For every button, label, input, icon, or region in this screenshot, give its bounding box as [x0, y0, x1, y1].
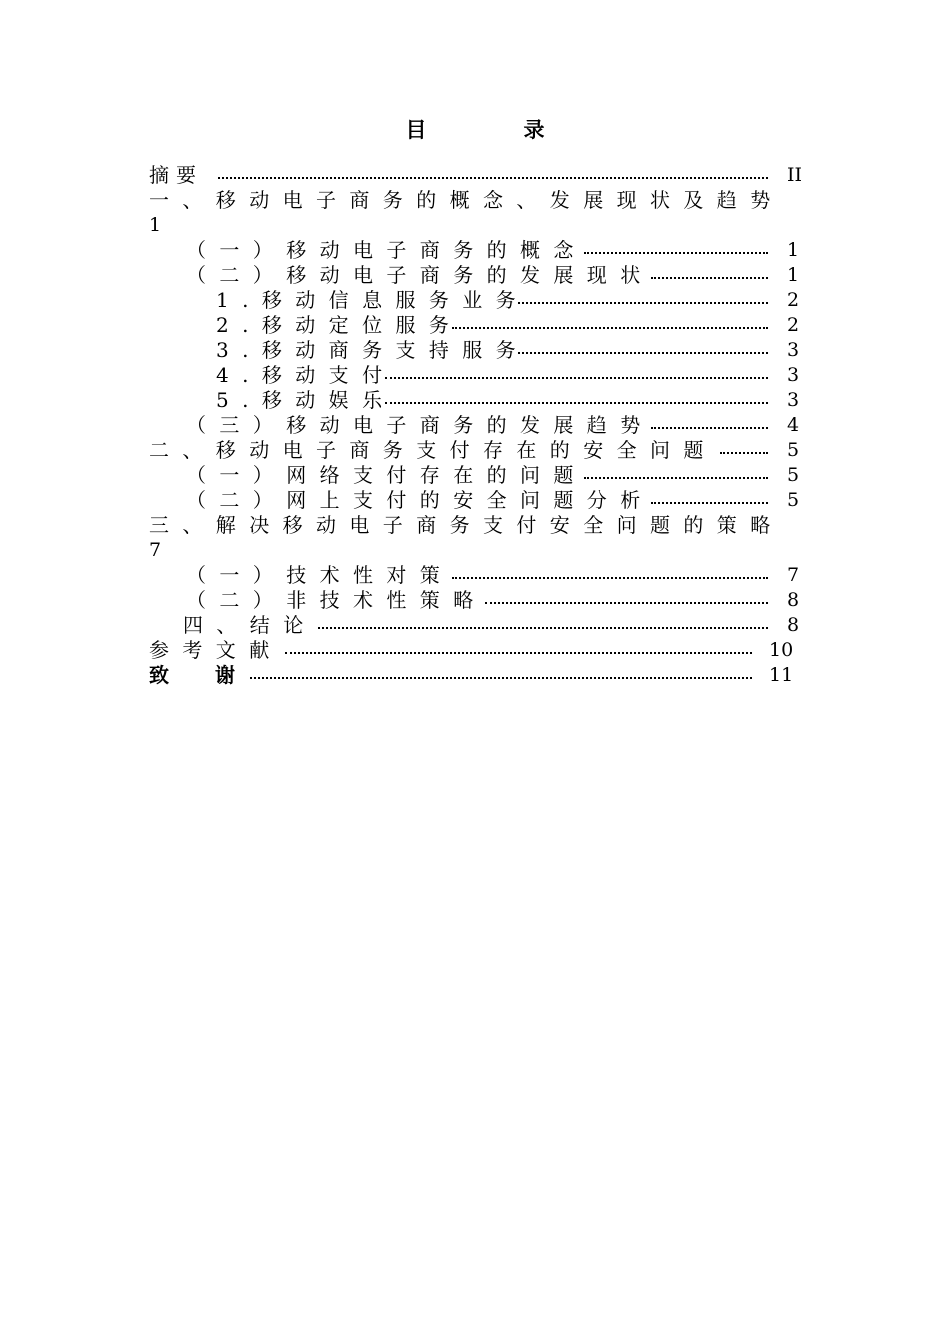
toc-leader-dots [385, 377, 768, 379]
toc-entry[interactable] [0, 513, 950, 538]
toc-entry[interactable] [0, 413, 950, 438]
toc-entry-continuation [0, 538, 950, 563]
toc-leader-dots [518, 302, 768, 304]
toc-entry-page: 10 [769, 639, 794, 661]
toc-entry-label: 四、结论 [183, 613, 317, 637]
toc-entry[interactable] [0, 488, 950, 513]
toc-entry-label: 2.移动定位服务 [216, 313, 463, 337]
toc-leader-dots [285, 652, 752, 654]
toc-entry[interactable] [0, 338, 950, 363]
toc-leader-dots [651, 502, 768, 504]
toc-entry[interactable] [0, 588, 950, 613]
toc-entry-page: 5 [787, 464, 800, 486]
toc-entry-page: 5 [787, 489, 800, 511]
toc-entry[interactable] [0, 438, 950, 463]
toc-leader-dots [584, 252, 768, 254]
toc-leader-dots [218, 177, 768, 179]
toc-entry-page: 8 [787, 614, 800, 636]
toc-leader-dots [485, 602, 768, 604]
toc-entry-page: 3 [787, 364, 800, 386]
toc-entry-label: 致谢 [149, 663, 281, 687]
toc-entry[interactable] [0, 263, 950, 288]
toc-entry[interactable] [0, 363, 950, 388]
toc-leader-dots [518, 352, 768, 354]
toc-entry[interactable] [0, 388, 950, 413]
toc-title: 目 录 [405, 118, 583, 142]
toc-entry-continuation [0, 213, 950, 238]
toc-leader-dots [318, 627, 768, 629]
toc-entry-page: 4 [787, 414, 800, 436]
toc-entry-page: II [787, 164, 803, 186]
toc-entry-label: （一）移动电子商务的概念 [186, 238, 587, 262]
toc-entry-label: （二）非技术性策略 [186, 588, 487, 612]
toc-entry-page: 11 [769, 664, 794, 686]
toc-entry-label: 二、移动电子商务支付存在的安全问题 [149, 438, 717, 462]
toc-entry-label: （一）网络支付存在的问题 [186, 463, 587, 487]
toc-entry-page: 2 [787, 314, 800, 336]
toc-entry-label: 三、解决移动电子商务支付安全问题的策略 [149, 513, 784, 537]
toc-entry-label: （二）网上支付的安全问题分析 [186, 488, 654, 512]
toc-entry[interactable] [0, 613, 950, 638]
toc-entry-page: 3 [787, 389, 800, 411]
toc-leader-dots [651, 427, 768, 429]
toc-leader-dots [584, 477, 768, 479]
toc-entry[interactable] [0, 638, 950, 663]
toc-leader-dots [250, 677, 752, 679]
toc-entry-label: 4.移动支付 [216, 363, 396, 387]
toc-leader-dots [651, 277, 768, 279]
toc-entry[interactable] [0, 313, 950, 338]
toc-entry-page: 1 [787, 239, 800, 261]
toc-entry-page: 3 [787, 339, 800, 361]
toc-entry[interactable] [0, 238, 950, 263]
toc-entry[interactable] [0, 163, 950, 188]
toc-entry[interactable] [0, 463, 950, 488]
toc-entry-label: 摘要 [149, 163, 203, 187]
toc-entry-label: 参考文献 [149, 638, 283, 662]
toc-entry-page: 1 [787, 264, 800, 286]
toc-entry-page: 7 [787, 564, 800, 586]
toc-entry[interactable] [0, 188, 950, 213]
toc-entry-page: 5 [787, 439, 800, 461]
toc-entry-label: 5.移动娱乐 [216, 388, 396, 412]
toc-entry-label: 3.移动商务支持服务 [216, 338, 530, 362]
toc-leader-dots [452, 577, 768, 579]
toc-leader-dots [720, 452, 768, 454]
toc-entry-label: 一、移动电子商务的概念、发展现状及趋势 [149, 188, 784, 212]
toc-entry-page: 1 [149, 214, 162, 236]
toc-entry-page: 8 [787, 589, 800, 611]
toc-entry-page: 2 [787, 289, 800, 311]
toc-leader-dots [452, 327, 768, 329]
toc-entry-label: （三）移动电子商务的发展趋势 [186, 413, 654, 437]
toc-leader-dots [385, 402, 768, 404]
toc-entry[interactable] [0, 663, 950, 688]
toc-entry[interactable] [0, 288, 950, 313]
toc-entry-label: （一）技术性对策 [186, 563, 454, 587]
toc-entry-label: （二）移动电子商务的发展现状 [186, 263, 654, 287]
toc-entry[interactable] [0, 563, 950, 588]
toc-entry-page: 7 [149, 539, 162, 561]
toc-entry-label: 1.移动信息服务业务 [216, 288, 530, 312]
